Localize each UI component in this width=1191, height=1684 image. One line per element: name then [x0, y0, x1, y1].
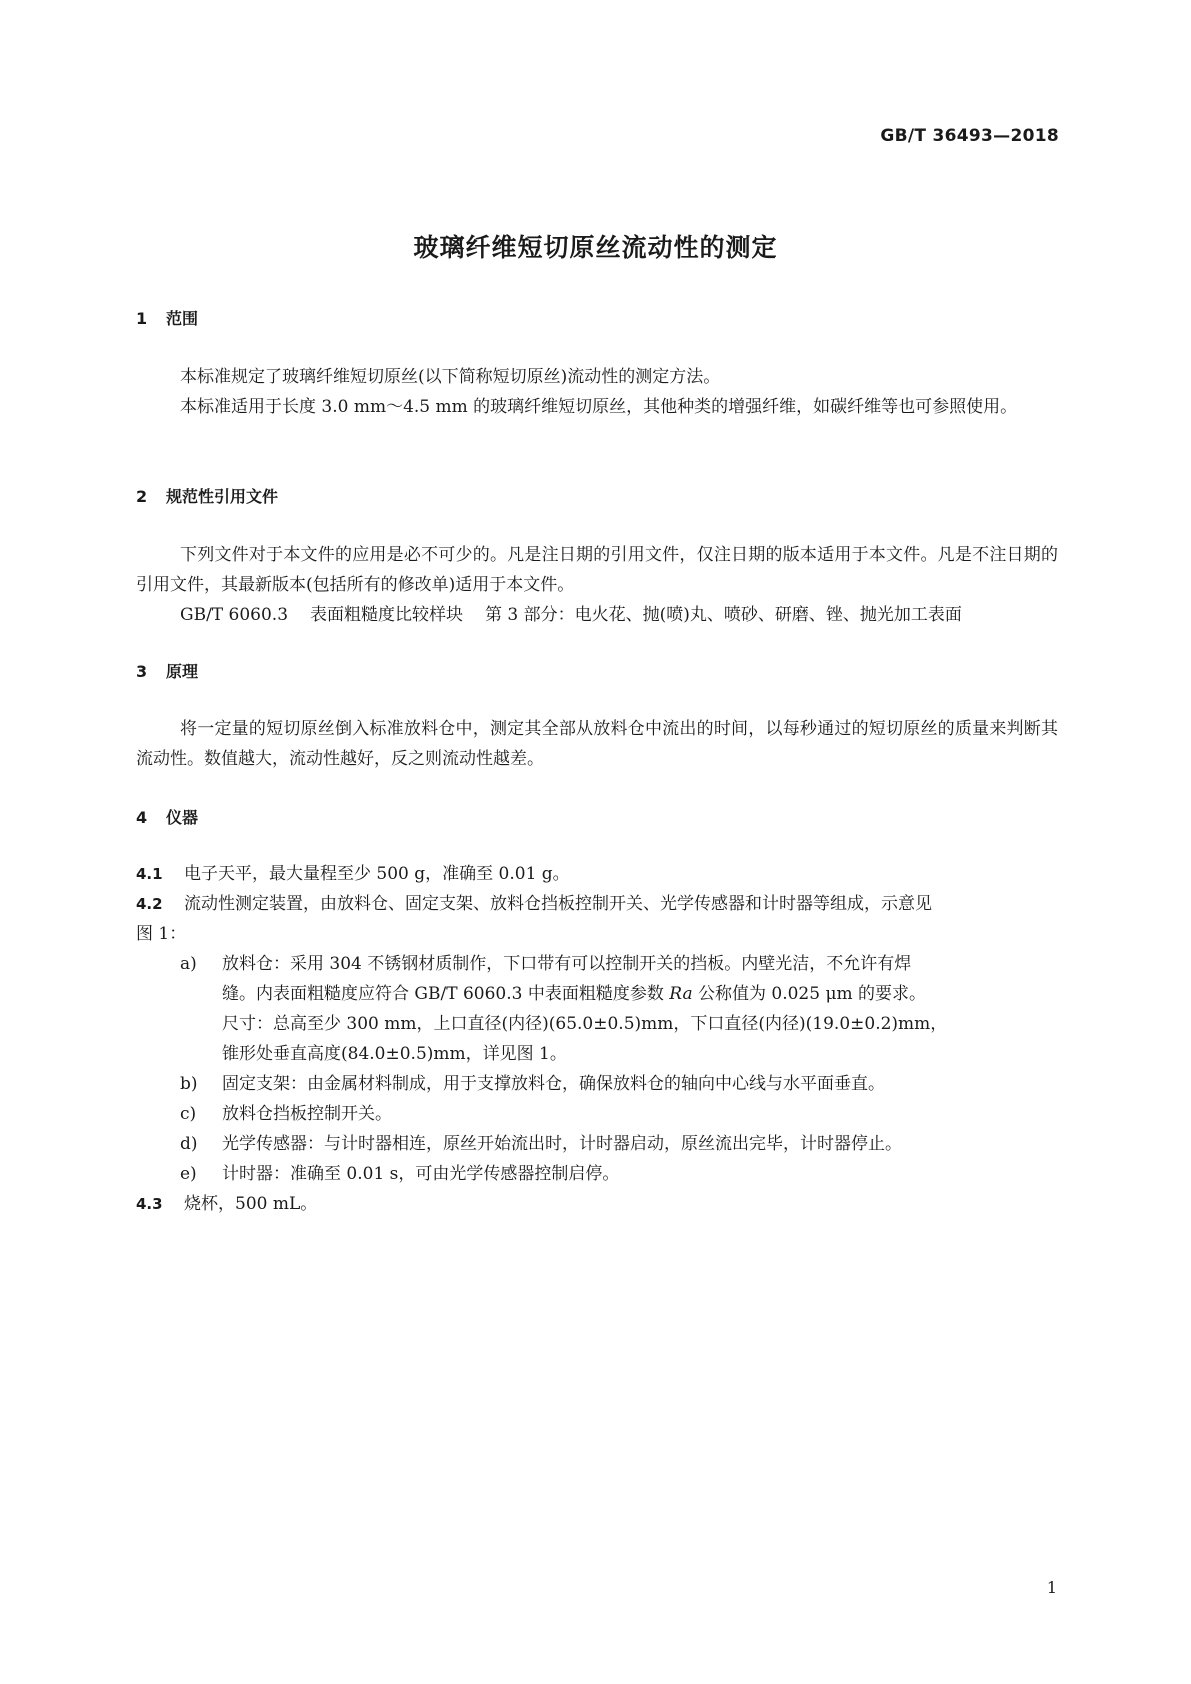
- item-text: 公称值为 0.025 μm 的要求。: [692, 984, 927, 1004]
- item-text: 放料仓：采用 304 不锈钢材质制作，下口带有可以控制开关的挡板。内壁光洁，不允许有焊: [222, 954, 912, 974]
- item-letter: d): [180, 1134, 198, 1154]
- item-letter: b): [180, 1074, 198, 1094]
- reference-code: GB/T 6060.3: [180, 605, 289, 625]
- section-3-paragraph-1: 将一定量的短切原丝倒入标准放料仓中，测定其全部从放料仓中流出的时间，以每秒通过的短切原丝的质量来判断其流动性。数值越大，流动性越好，反之则流动性越差。: [136, 719, 1058, 769]
- section-number: 3: [136, 662, 148, 681]
- item-letter: e): [180, 1164, 197, 1184]
- section-1-paragraph-2: 本标准适用于长度 3.0 mm～4.5 mm 的玻璃纤维短切原丝，其他种类的增强纤维，如碳纤维等也可参照使用。: [180, 397, 1018, 417]
- list-item-a-line-3: 尺寸：总高至少 300 mm，上口直径(内径)(65.0±0.5)mm，下口直径(内径)(19.0±0.2)mm，: [222, 1014, 948, 1034]
- clause-4-2-continuation: 图 1：: [136, 924, 187, 944]
- page-number: 1: [1046, 1578, 1057, 1597]
- list-item-a-line-2: [222, 979, 926, 1009]
- reference-title: 表面粗糙度比较样块: [310, 605, 464, 625]
- item-letter: c): [180, 1104, 197, 1124]
- list-item-b: [180, 1069, 885, 1099]
- roughness-symbol: Ra: [669, 984, 693, 1004]
- item-text: 固定支架：由金属材料制成，用于支撑放料仓，确保放料仓的轴向中心线与水平面垂直。: [222, 1074, 885, 1094]
- section-title: 仪器: [166, 808, 199, 827]
- section-1-heading: [136, 306, 198, 329]
- clause-4-3: [136, 1189, 317, 1219]
- list-item-e: [180, 1159, 619, 1189]
- list-item-a: [180, 949, 911, 979]
- section-title: 原理: [166, 662, 199, 681]
- item-text: 光学传感器：与计时器相连，原丝开始流出时，计时器启动，原丝流出完毕，计时器停止。: [222, 1134, 902, 1154]
- normative-reference: [180, 600, 962, 630]
- clause-number: 4.2: [136, 895, 163, 913]
- section-number: 2: [136, 487, 148, 506]
- section-1-paragraph-1: 本标准规定了玻璃纤维短切原丝(以下简称短切原丝)流动性的测定方法。: [180, 367, 721, 387]
- section-3-heading: [136, 659, 198, 682]
- clause-text: 烧杯，500 mL。: [184, 1194, 318, 1214]
- list-item-c: [180, 1099, 392, 1129]
- item-text: 计时器：准确至 0.01 s，可由光学传感器控制启停。: [222, 1164, 620, 1184]
- section-4-heading: [136, 805, 198, 828]
- section-2-heading: [136, 484, 278, 507]
- clause-4-2: [136, 889, 932, 919]
- section-number: 1: [136, 309, 148, 328]
- list-item-d: [180, 1129, 902, 1159]
- clause-4-1: [136, 859, 570, 889]
- section-title: 规范性引用文件: [166, 487, 279, 506]
- item-text: 放料仓挡板控制开关。: [222, 1104, 392, 1124]
- standard-code: GB/T 36493—2018: [880, 126, 1059, 146]
- clause-number: 4.1: [136, 865, 163, 883]
- item-text: 缝。内表面粗糙度应符合 GB/T 6060.3 中表面粗糙度参数: [222, 984, 670, 1004]
- section-title: 范围: [166, 309, 199, 328]
- document-title: 玻璃纤维短切原丝流动性的测定: [413, 233, 778, 262]
- clause-text: 流动性测定装置，由放料仓、固定支架、放料仓挡板控制开关、光学传感器和计时器等组成，示意见: [184, 894, 932, 914]
- reference-part: 第 3 部分：电火花、抛(喷)丸、喷砂、研磨、锉、抛光加工表面: [485, 605, 962, 625]
- section-2-paragraph-1: 下列文件对于本文件的应用是必不可少的。凡是注日期的引用文件，仅注日期的版本适用于本文件。凡是不注日期的引用文件，其最新版本(包括所有的修改单)适用于本文件。: [136, 545, 1058, 595]
- list-item-a-line-4: 锥形处垂直高度(84.0±0.5)mm，详见图 1。: [222, 1044, 567, 1064]
- item-letter: a): [180, 954, 197, 974]
- clause-number: 4.3: [136, 1195, 163, 1213]
- section-number: 4: [136, 808, 148, 827]
- clause-text: 电子天平，最大量程至少 500 g，准确至 0.01 g。: [184, 864, 570, 884]
